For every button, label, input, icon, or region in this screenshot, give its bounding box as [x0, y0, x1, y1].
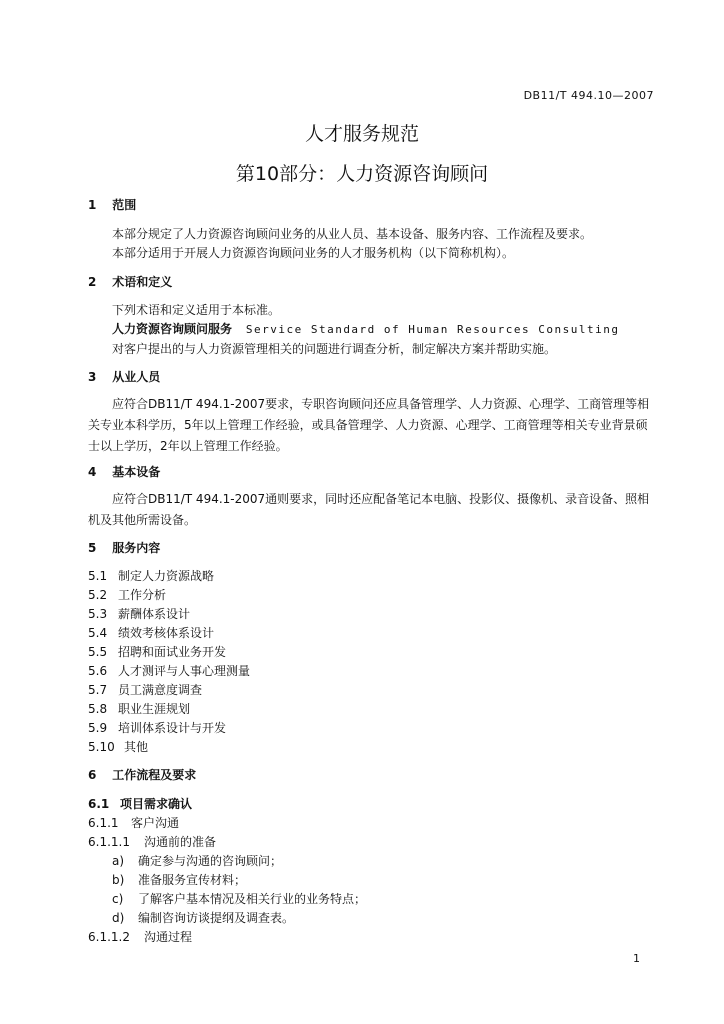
- item-number: 5.2: [88, 588, 108, 602]
- item-text: 招聘和面试业务开发: [118, 645, 227, 659]
- subsection-title: 客户沟通: [131, 816, 180, 830]
- subsection-6-1-1-2-heading: [88, 930, 192, 944]
- section-number: 2: [88, 275, 97, 289]
- service-item: [88, 645, 226, 659]
- subsection-title: 项目需求确认: [120, 797, 193, 811]
- section-number: 1: [88, 198, 97, 212]
- subsection-number: 6.1: [88, 797, 110, 811]
- subsection-number: 6.1.1.1: [88, 835, 130, 849]
- section-title: 范围: [112, 198, 137, 212]
- item-number: 5.5: [88, 645, 108, 659]
- list-marker: d): [112, 911, 125, 925]
- service-item: [88, 626, 214, 640]
- term-english: Service Standard of Human Resources Consulting: [245, 323, 620, 336]
- section-number: 6: [88, 768, 97, 782]
- list-item: [112, 854, 282, 868]
- document-subtitle: 第10部分：人力资源咨询顾问: [235, 163, 489, 185]
- section-5-heading: [88, 541, 160, 555]
- item-text: 其他: [124, 740, 149, 754]
- term-entry: [112, 322, 619, 337]
- subsection-number: 6.1.1.2: [88, 930, 130, 944]
- section-number: 5: [88, 541, 97, 555]
- list-marker: c): [112, 892, 124, 906]
- section-number: 4: [88, 465, 97, 479]
- subsection-number: 6.1.1: [88, 816, 119, 830]
- list-item: [112, 892, 366, 906]
- subsection-6-1-1-heading: [88, 816, 179, 830]
- equipment-paragraph: 应符合DB11/T 494.1-2007通则要求，同时还应配备笔记本电脑、投影仪、摄像机、录音设备、照相机及其他所需设备。: [88, 492, 650, 527]
- item-text: 薪酬体系设计: [118, 607, 191, 621]
- service-item: [88, 569, 214, 583]
- terms-intro: 下列术语和定义适用于本标准。: [112, 303, 281, 317]
- subsection-6-1-1-1-heading: [88, 835, 216, 849]
- item-text: 人才测评与人事心理测量: [118, 664, 251, 678]
- service-item: [88, 721, 226, 735]
- item-number: 5.6: [88, 664, 108, 678]
- section-title: 工作流程及要求: [112, 768, 197, 782]
- item-number: 5.4: [88, 626, 108, 640]
- standard-number: DB11/T 494.10—2007: [523, 89, 654, 102]
- scope-paragraph-1: 本部分规定了人力资源咨询顾问业务的从业人员、基本设备、服务内容、工作流程及要求。: [112, 227, 593, 241]
- section-title: 术语和定义: [112, 275, 173, 289]
- section-title: 基本设备: [112, 465, 161, 479]
- subsection-title: 沟通过程: [144, 930, 193, 944]
- item-text: 绩效考核体系设计: [118, 626, 215, 640]
- section-number: 3: [88, 370, 97, 384]
- term-definition: 对客户提出的与人力资源管理相关的问题进行调查分析，制定解决方案并帮助实施。: [112, 342, 557, 356]
- section-title: 从业人员: [112, 370, 161, 384]
- list-text: 编制咨询访谈提纲及调查表。: [138, 911, 295, 925]
- item-number: 5.1: [88, 569, 108, 583]
- item-text: 员工满意度调查: [118, 683, 203, 697]
- item-number: 5.10: [88, 740, 115, 754]
- service-item: [88, 664, 250, 678]
- subsection-title: 沟通前的准备: [144, 835, 217, 849]
- service-item: [88, 683, 202, 697]
- item-text: 职业生涯规划: [118, 702, 191, 716]
- item-text: 培训体系设计与开发: [118, 721, 227, 735]
- section-1-heading: [88, 198, 136, 212]
- section-title: 服务内容: [112, 541, 161, 555]
- term-chinese: 人力资源咨询顾问服务: [112, 322, 233, 336]
- service-item: [88, 588, 166, 602]
- item-number: 5.3: [88, 607, 108, 621]
- item-number: 5.8: [88, 702, 108, 716]
- section-4-heading: [88, 465, 160, 479]
- list-text: 确定参与沟通的咨询顾问；: [138, 854, 283, 868]
- service-item: [88, 607, 190, 621]
- page-number: 1: [633, 952, 640, 965]
- scope-paragraph-2: 本部分适用于开展人力资源咨询顾问业务的人才服务机构（以下简称机构）。: [112, 246, 515, 260]
- list-item: [112, 911, 294, 925]
- practitioners-paragraph: 应符合DB11/T 494.1-2007要求，专职咨询顾问还应具备管理学、人力资源、心理学、工商管理等相关专业本科学历，5年以上管理工作经验，或具备管理学、人力资源、心理学、工商管理等相关专业背景硕士以上学历，2年以上管理工作经验。: [88, 397, 650, 453]
- subsection-6-1-heading: [88, 797, 192, 811]
- list-item: [112, 873, 246, 887]
- document-title: 人才服务规范: [304, 123, 419, 145]
- service-item: [88, 702, 190, 716]
- list-marker: b): [112, 873, 125, 887]
- service-item: [88, 740, 148, 754]
- section-6-heading: [88, 768, 196, 782]
- list-marker: a): [112, 854, 125, 868]
- section-2-heading: [88, 275, 172, 289]
- section-3-heading: [88, 370, 160, 384]
- list-text: 了解客户基本情况及相关行业的业务特点；: [138, 892, 367, 906]
- item-text: 工作分析: [118, 588, 167, 602]
- item-number: 5.9: [88, 721, 108, 735]
- item-text: 制定人力资源战略: [118, 569, 215, 583]
- list-text: 准备服务宣传材料；: [138, 873, 247, 887]
- item-number: 5.7: [88, 683, 108, 697]
